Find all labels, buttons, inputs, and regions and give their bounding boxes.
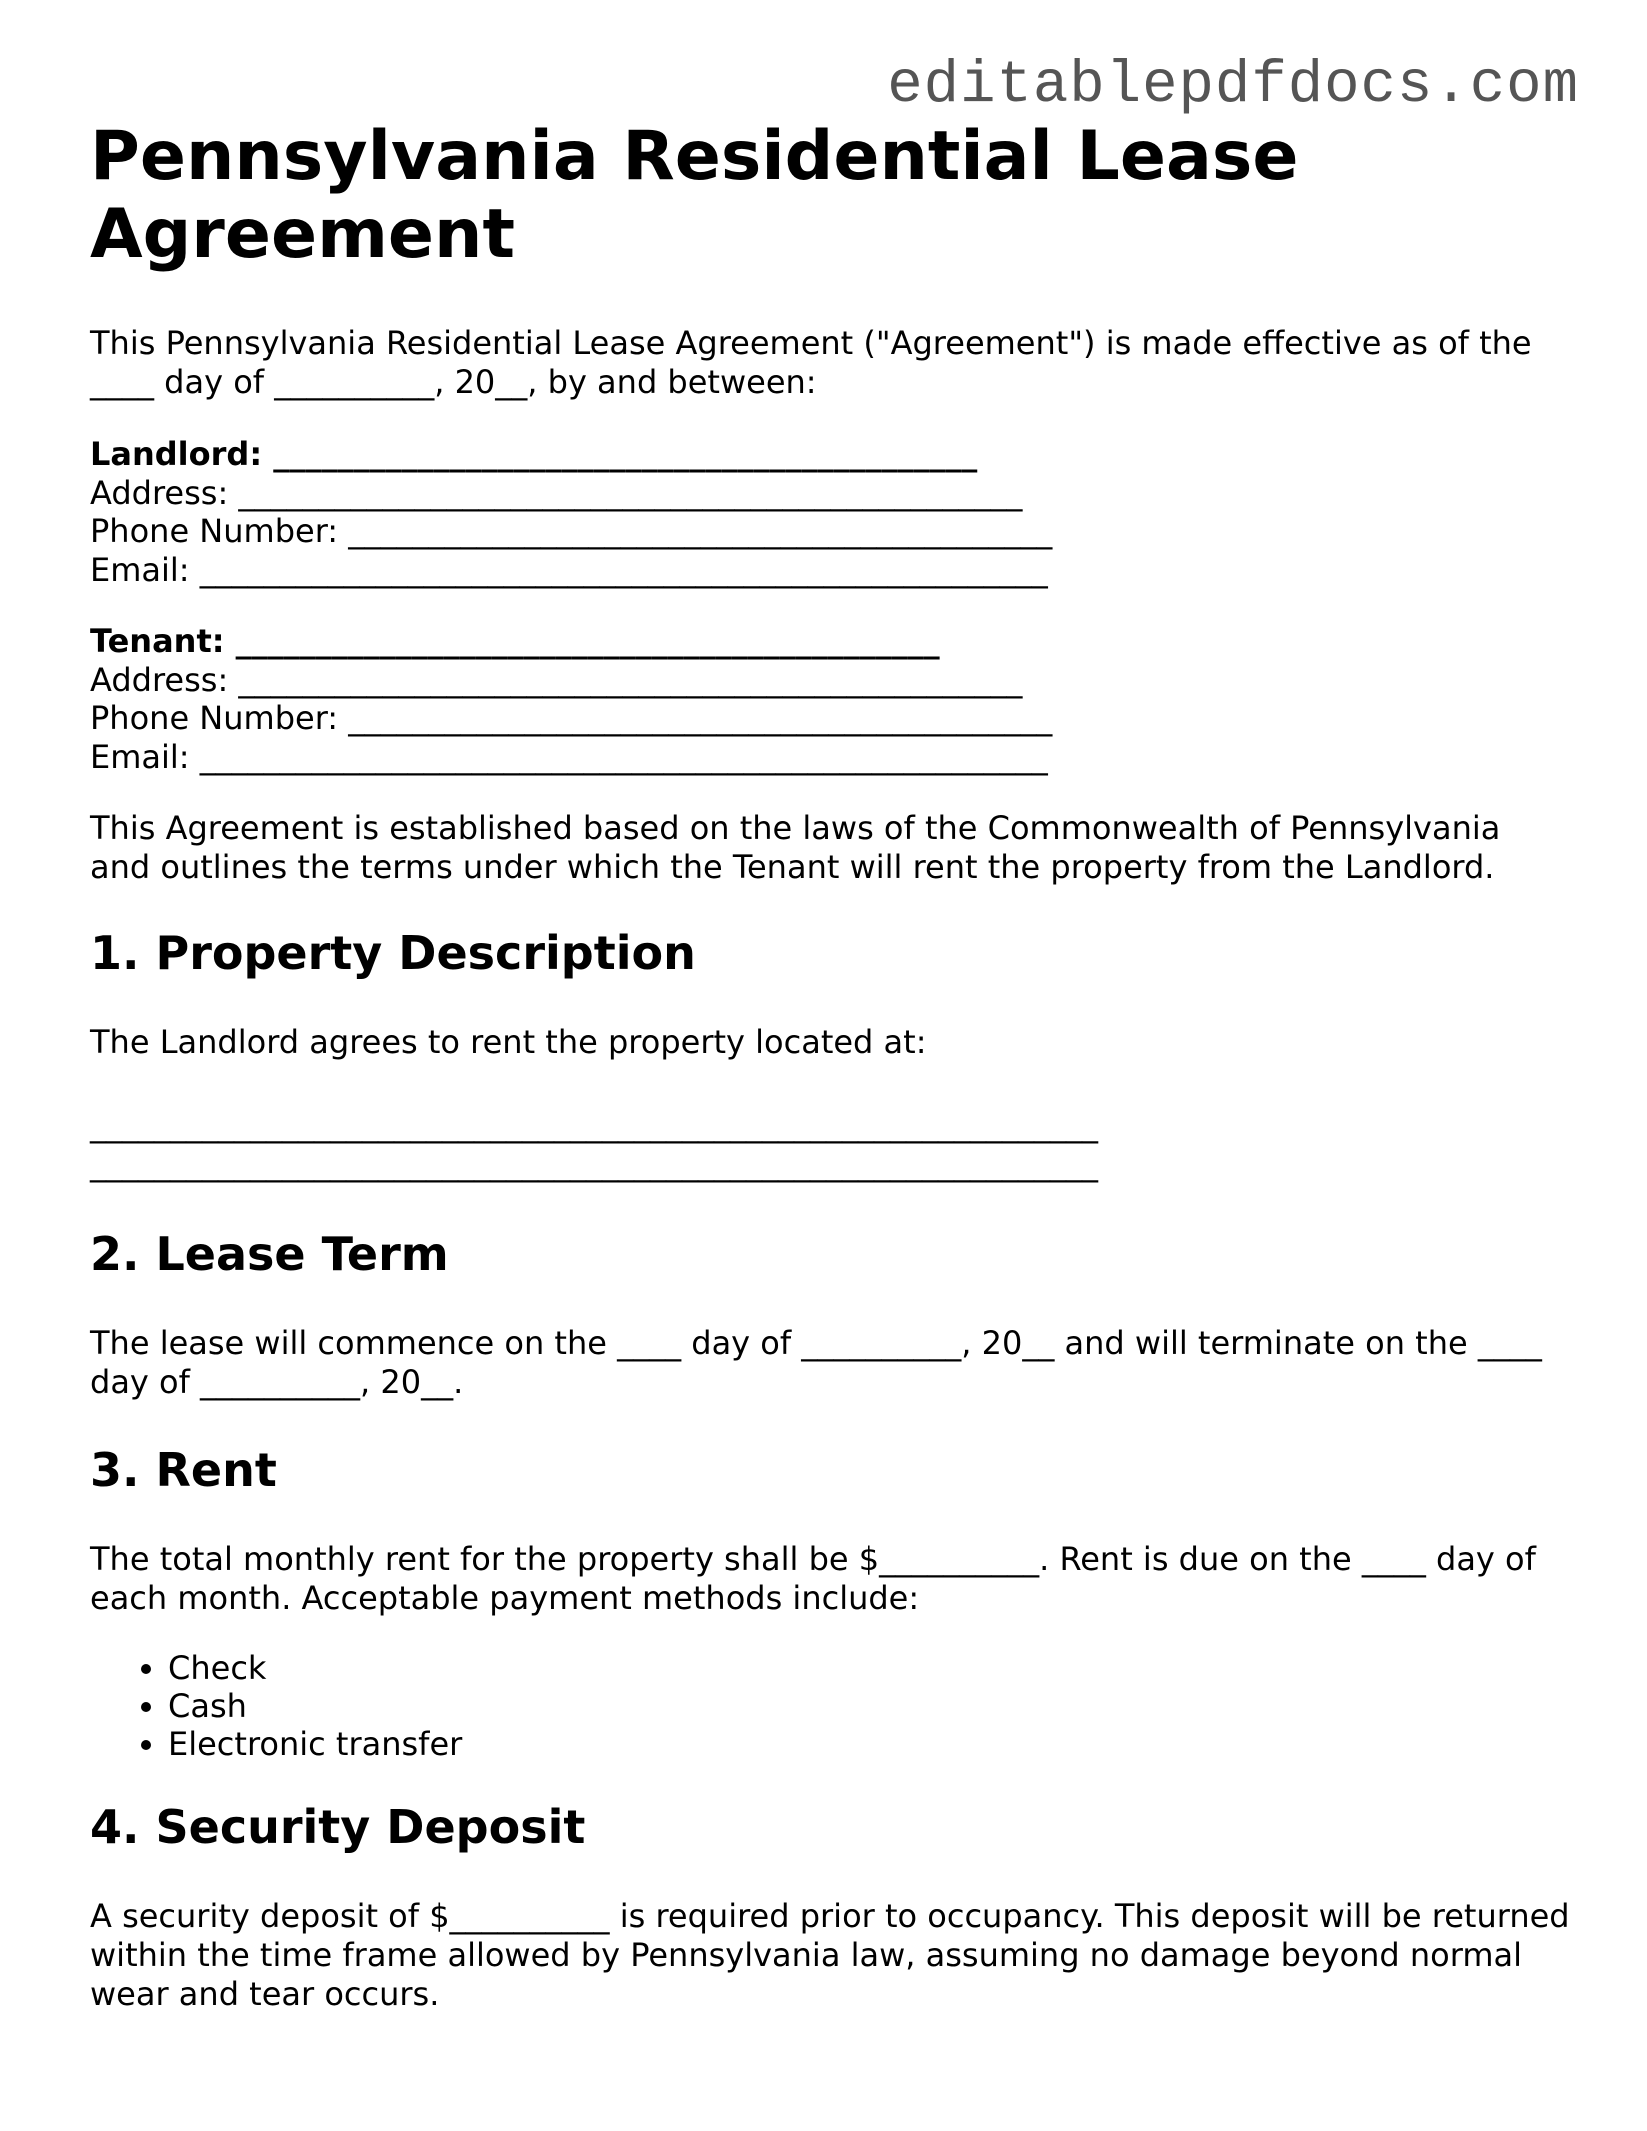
payment-methods-list [90,1649,1570,1763]
tenant-block [90,622,1570,776]
intro-paragraph: This Pennsylvania Residential Lease Agreement ("Agreement") is made effective as of the ____ day of __________, 20__, by and between: [90,324,1532,401]
section-heading-rent: 3. Rent [90,1443,277,1497]
section-heading-lease-term: 2. Lease Term [90,1227,449,1281]
landlord-address-field[interactable]: Address: _________________________________________________ [90,473,1023,512]
tenant-name-field[interactable]: Tenant: ____________________________________________ [90,622,940,660]
document-title: Pennsylvania Residential Lease Agreement [90,117,1299,274]
document-page [90,118,1570,2014]
basis-paragraph: This Agreement is established based on the laws of the Commonwealth of Pennsylvania and outlines the terms under which the Tenant will rent the property from the Landlord. [90,809,1501,886]
rent-paragraph: The total monthly rent for the property shall be $__________. Rent is due on the ____ day of each month. Acceptable payment methods include: [90,1540,1536,1617]
watermark: editablepdfdocs.com [887,52,1579,119]
tenant-address-field[interactable]: Address: _________________________________________________ [90,660,1023,699]
list-item: • Electronic transfer [168,1725,1570,1763]
property-address-lines [90,1106,1570,1184]
landlord-phone-field[interactable]: Phone Number: ____________________________________________ [90,512,1053,550]
property-address-line-1[interactable]: _______________________________________________________________ [90,1106,1098,1144]
property-paragraph: The Landlord agrees to rent the property located at: [90,1023,927,1061]
landlord-email-field[interactable]: Email: _____________________________________________________ [90,550,1048,589]
list-item: • Cash [168,1687,1570,1725]
property-address-line-2[interactable]: _______________________________________________________________ [90,1145,1098,1183]
security-deposit-paragraph: A security deposit of $__________ is required prior to occupancy. This deposit will be returned within the time frame allowed by Pennsylvania law, assuming no damage beyond normal wear and tear occurs. [90,1897,1570,2013]
landlord-name-field[interactable]: Landlord: ____________________________________________ [90,435,978,473]
landlord-block [90,435,1570,589]
section-heading-security-deposit: 4. Security Deposit [90,1800,586,1854]
list-item: • Check [168,1649,1570,1687]
section-heading-property: 1. Property Description [90,926,696,980]
tenant-phone-field[interactable]: Phone Number: ____________________________________________ [90,699,1053,737]
tenant-email-field[interactable]: Email: _____________________________________________________ [90,737,1048,776]
lease-term-paragraph: The lease will commence on the ____ day of __________, 20__ and will terminate on the ____ day of __________, 20__. [90,1324,1542,1401]
